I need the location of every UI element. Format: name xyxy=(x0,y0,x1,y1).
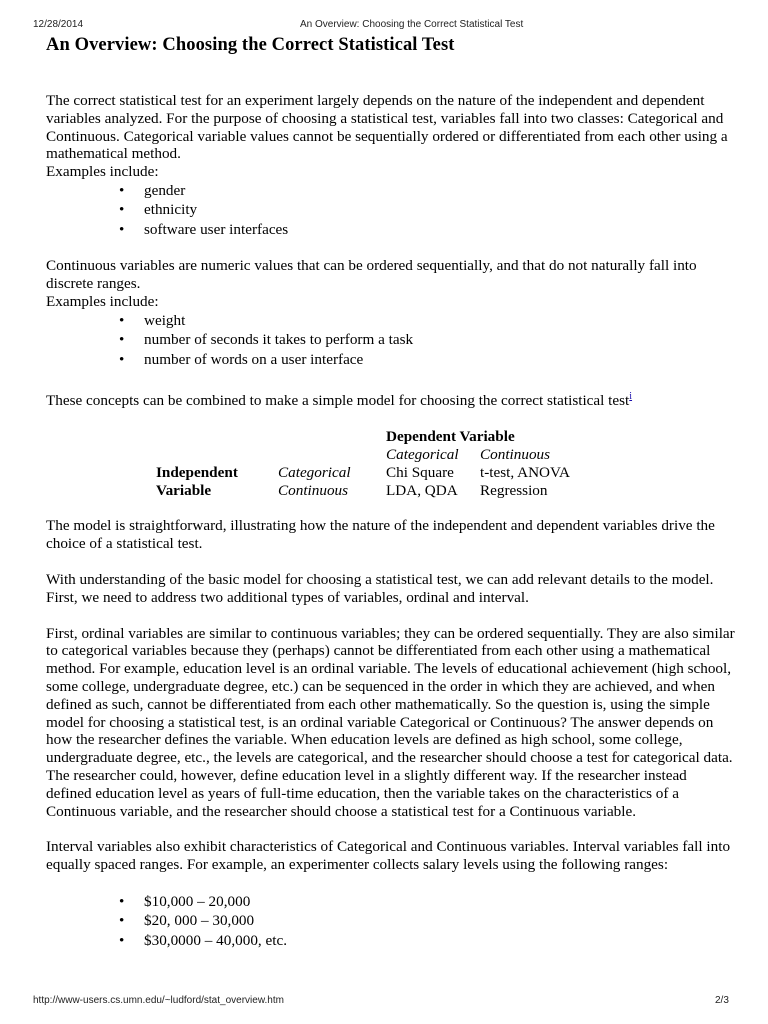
cell-lda-qda: LDA, QDA xyxy=(386,481,458,499)
continuous-examples-list xyxy=(46,311,736,370)
statistical-test-model-table xyxy=(156,428,574,499)
model-intro-text: These concepts can be combined to make a simple model for choosing the correct statistical test xyxy=(46,392,630,410)
cell-chi-square: Chi Square xyxy=(386,463,454,481)
list-item: • $30,0000 – 40,000, etc. xyxy=(46,931,736,951)
interval-paragraph: Interval variables also exhibit characteristics of Categorical and Continuous variables. Interval variables fall into equally spaced ranges. For example, an experimenter collects salary levels using the following ranges: xyxy=(46,838,731,874)
print-header-title: An Overview: Choosing the Correct Statistical Test xyxy=(300,19,524,30)
ind-continuous-label: Continuous xyxy=(278,481,349,499)
ordinal-paragraph: First, ordinal variables are similar to continuous variables; they can be ordered sequentially. They are also similar to categorical variables because they (perhaps) cannot be differentiated from each other using a mathematical method. For example, education level is an ordinal variable. The levels of educational achievement (high school, some college, undergraduate degree, etc.) can be sequenced in the order in which they are achieved, and when defined as such, cannot be differentiated from each other mathematically. So the question is, using the simple model for choosing a statistical test, is an ordinal variable Categorical or Continuous? The answer depends on how the researcher defines the variable. When education levels are defined as high school, some college, undergraduate degree, etc., the levels are categorical, and the researcher should choose a test for categorical data. The researcher could, however, define education level in a slightly different way. If the researcher instead defined education level as years of full-time education, then the variable takes on the characteristics of a Continuous variable, and the researcher should choose a statistical test for a Continuous variable. xyxy=(46,624,735,820)
salary-ranges-list xyxy=(46,892,736,951)
ind-categorical-label: Categorical xyxy=(278,463,351,481)
list-item: • gender xyxy=(46,181,736,201)
list-item: • weight xyxy=(46,311,736,331)
list-item: • $10,000 – 20,000 xyxy=(46,892,736,912)
footnote-link[interactable]: i xyxy=(629,391,633,403)
additional-types-paragraph: With understanding of the basic model for choosing a statistical test, we can add relevant details to the model. First, we need to address two additional types of variables, ordinal and interval. xyxy=(46,571,714,606)
document-body xyxy=(46,92,736,950)
cell-ttest-anova: t-test, ANOVA xyxy=(480,463,571,481)
model-explanation-paragraph: The model is straightforward, illustrating how the nature of the independent and dependent variables drive the choice of a statistical test. xyxy=(46,517,715,553)
page-number: 2/3 xyxy=(715,995,729,1006)
list-item: • number of seconds it takes to perform a task xyxy=(46,330,736,350)
list-item: • $20, 000 – 30,000 xyxy=(46,911,736,931)
independent-label: Independent xyxy=(156,463,238,481)
examples-label-categorical: Examples include: xyxy=(46,163,159,181)
intro-paragraph: The correct statistical test for an experiment largely depends on the nature of the independent and dependent variables analyzed. For the purpose of choosing a statistical test, variables fall into two classes: Categorical and Continuous. Categorical variable values cannot be sequentially ordered or differentiated from each other using a mathematical method. xyxy=(46,92,728,163)
categorical-examples-list xyxy=(46,181,736,240)
variable-label: Variable xyxy=(156,481,212,499)
dep-continuous-label: Continuous xyxy=(480,446,551,464)
dep-categorical-label: Categorical xyxy=(386,446,459,464)
cell-regression: Regression xyxy=(480,481,548,499)
list-item: • software user interfaces xyxy=(46,220,736,240)
print-date: 12/28/2014 xyxy=(33,19,84,30)
page-title: An Overview: Choosing the Correct Statistical Test xyxy=(46,35,455,55)
dependent-variable-header: Dependent Variable xyxy=(386,428,515,446)
list-item: • ethnicity xyxy=(46,200,736,220)
examples-label-continuous: Examples include: xyxy=(46,293,159,311)
print-url: http://www-users.cs.umn.edu/~ludford/stat_overview.htm xyxy=(33,995,284,1006)
continuous-paragraph: Continuous variables are numeric values that can be ordered sequentially, and that do not naturally fall into discrete ranges. xyxy=(46,257,697,293)
model-intro-paragraph xyxy=(46,388,736,410)
list-item: • number of words on a user interface xyxy=(46,350,736,370)
